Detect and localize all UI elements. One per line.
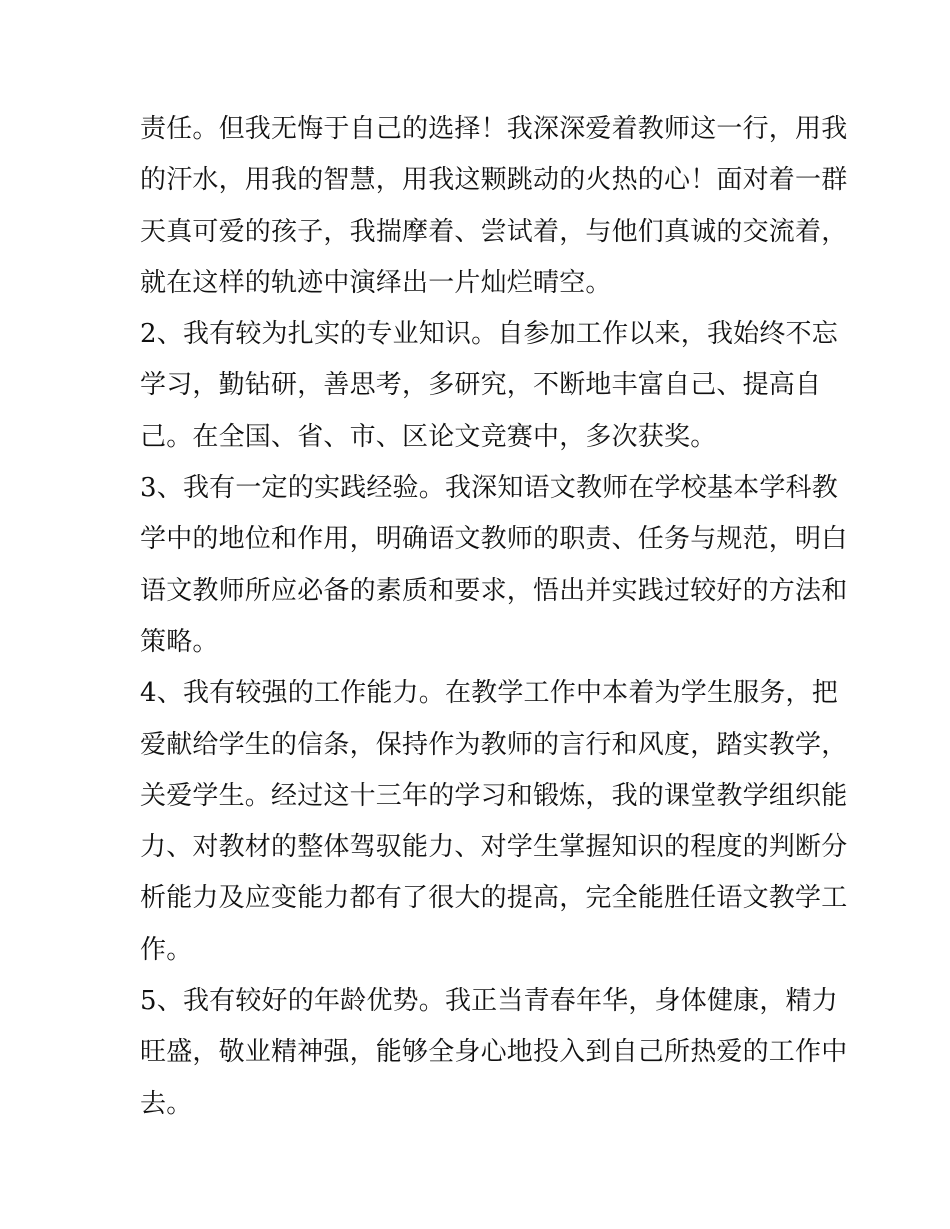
text-line: 语文教师所应必备的素质和要求，悟出并实践过较好的方法和 [140,575,848,606]
text-line: 2、我有较为扎实的专业知识。自参加工作以来，我始终不忘 [140,319,838,350]
text-line: 4、我有较强的工作能力。在教学工作中本着为学生服务，把 [140,678,838,709]
text-line: 学中的地位和作用，明确语文教师的职责、任务与规范，明白 [140,524,848,555]
text-line: 学习，勤钻研，善思考，多研究，不断地丰富自己、提高自 [140,370,822,401]
document-page [140,104,848,1130]
text-line: 5、我有较好的年龄优势。我正当青春年华，身体健康，精力 [140,986,838,1017]
text-line: 天真可爱的孩子，我揣摩着、尝试着，与他们真诚的交流着， [140,216,848,247]
text-line: 析能力及应变能力都有了很大的提高，完全能胜任语文教学工 [140,883,848,914]
text-line: 责任。但我无悔于自己的选择！我深深爱着教师这一行，用我 [140,114,848,144]
text-line: 3、我有一定的实践经验。我深知语文教师在学校基本学科教 [140,473,838,504]
text-line: 关爱学生。经过这十三年的学习和锻炼，我的课堂教学组织能 [140,780,848,811]
text-line: 旺盛，敬业精神强，能够全身心地投入到自己所热爱的工作中 [140,1037,848,1068]
text-line: 的汗水，用我的智慧，用我这颗跳动的火热的心！面对着一群 [140,165,848,196]
text-line: 策略。 [140,626,219,657]
text-line: 爱献给学生的信条，保持作为教师的言行和风度，踏实教学， [140,729,848,760]
text-line: 去。 [140,1088,193,1119]
text-line: 作。 [140,934,193,965]
text-line: 力、对教材的整体驾驭能力、对学生掌握知识的程度的判断分 [140,832,848,863]
text-line: 就在这样的轨迹中演绎出一片灿烂晴空。 [140,267,612,298]
text-line: 己。在全国、省、市、区论文竞赛中，多次获奖。 [140,421,717,452]
